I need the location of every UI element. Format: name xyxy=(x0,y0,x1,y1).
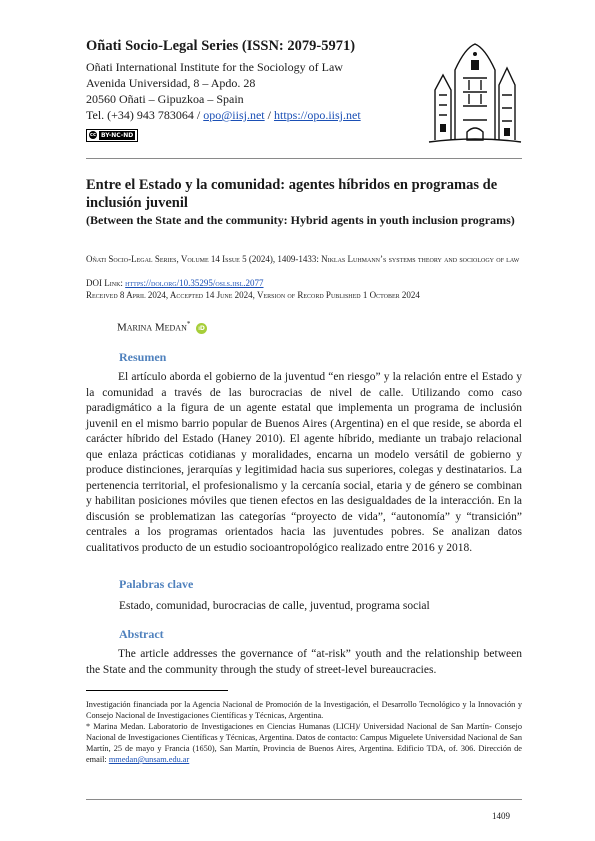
resumen-heading: Resumen xyxy=(119,350,167,364)
keywords-text: Estado, comunidad, burocracias de calle, juventud, programa social xyxy=(119,600,430,612)
journal-email-link[interactable]: opo@iisj.net xyxy=(203,108,265,122)
author-name: Marina Medan xyxy=(117,321,187,334)
author-email-link[interactable]: mmedan@unsam.edu.ar xyxy=(108,755,190,764)
abstract-heading: Abstract xyxy=(119,627,164,641)
journal-logo xyxy=(425,40,525,150)
dates-line: Received 8 April 2024, Accepted 14 June 2024, Version of Record Published 1 October 2024 xyxy=(86,290,420,300)
resumen-paragraph: El artículo aborda el gobierno de la juventud “en riesgo” y la relación entre el Estado y la comunidad a través de las burocracias de nivel de calle. Utilizando como caso paradigmático a la figura de un agente estatal que implementa un programa de inclusión juvenil en el mismo barrio popular de Buenos Aires (Argentina) en el que reside, se aborda el carácter híbrido del Estado (Haney 2010). El agente híbrido, mediante un trabajo relacional que enlaza prácticas cotidianas y moralidades, encarna un modelo versátil de gobierno y produce distinciones, jerarquías y legitimidad hacia sus superiores, colegas y destinatarios. La pertenencia territorial, el profesionalismo y la cercanía social, etaria y de género se combinan y habilitan posiciones móviles que tienen efectos en las desigualdades de la interacción. En la discusión se problematizan las categorías “proyecto de vida”, “autonomía” y “transición” centrales a los programas orientados hacia las juventudes pobres. Se analizan datos cualitativos producto de un estudio socioantropológico realizado entre 2016 y 2018. xyxy=(86,371,522,554)
author-line xyxy=(117,320,207,334)
journal-institute: Oñati International Institute for the Sociology of Law xyxy=(86,60,343,74)
article-subtitle: (Between the State and the community: Hybrid agents in youth inclusion programs) xyxy=(86,213,515,227)
cc-license-label: BY-NC-ND xyxy=(101,131,134,139)
journal-header xyxy=(86,38,426,142)
resumen-body xyxy=(86,370,522,556)
abstract-body xyxy=(86,647,522,678)
series-info: Oñati Socio-Legal Series, Volume 14 Issue 5 (2024), 1409-1433: Niklas Luhmann’s systems theory and sociology of law xyxy=(86,254,520,264)
author-affiliation-note xyxy=(86,721,522,765)
cc-icon: cc xyxy=(90,132,96,138)
article-title: Entre el Estado y la comunidad: agentes híbridos en programas de inclusión juvenil xyxy=(86,177,498,211)
author-footnote-mark: * xyxy=(186,320,191,328)
footnotes xyxy=(86,699,522,765)
footer-divider xyxy=(86,799,522,800)
cc-license-badge[interactable] xyxy=(86,129,138,142)
doi-label: DOI Link: xyxy=(86,278,123,288)
journal-website-link[interactable]: https://opo.iisj.net xyxy=(273,108,361,122)
doi-link[interactable]: https://doi.org/10.35295/osls.iisl.2077 xyxy=(125,278,264,288)
page-number: 1409 xyxy=(492,811,510,821)
journal-address-1: Avenida Universidad, 8 – Apdo. 28 xyxy=(86,76,256,90)
journal-contact xyxy=(86,107,426,123)
contact-separator: / xyxy=(267,108,271,122)
funding-note: Investigación financiada por la Agencia Nacional de Promoción de la Investigación, el Desarrollo Tecnológico y la Innovación y Consejo Nacional de Investigaciones Científicas y Técnicas, Argentina. xyxy=(86,700,522,720)
abstract-paragraph: The article addresses the governance of “at-risk” youth and the relationship between the State and the community through the study of street-level bureaucracies. xyxy=(86,648,522,676)
header-divider xyxy=(86,158,522,159)
author-affiliation-text: * Marina Medan. Laboratorio de Investigaciones en Ciencias Humanas (LICH)/ Universidad Nacional de San Martín- Consejo Nacional de Investigaciones Científicas y Técnicas, Argentina. Datos de contacto: Campus Miguelete Universidad Nacional de San Martín, 25 de mayo y Francia (1650), San Martín, Provincia de Buenos Aires, Argentina. Edificio TDA, of. 306. Dirección de email: xyxy=(86,722,522,764)
keywords-heading: Palabras clave xyxy=(119,577,194,591)
orcid-icon[interactable]: iD xyxy=(196,323,207,334)
journal-tel: Tel. (+34) 943 783064 / xyxy=(86,108,201,122)
journal-title: Oñati Socio-Legal Series (ISSN: 2079-5971) xyxy=(86,38,356,54)
doi-line xyxy=(86,277,522,289)
footnote-divider xyxy=(86,690,228,691)
journal-address-2: 20560 Oñati – Gipuzkoa – Spain xyxy=(86,92,244,106)
